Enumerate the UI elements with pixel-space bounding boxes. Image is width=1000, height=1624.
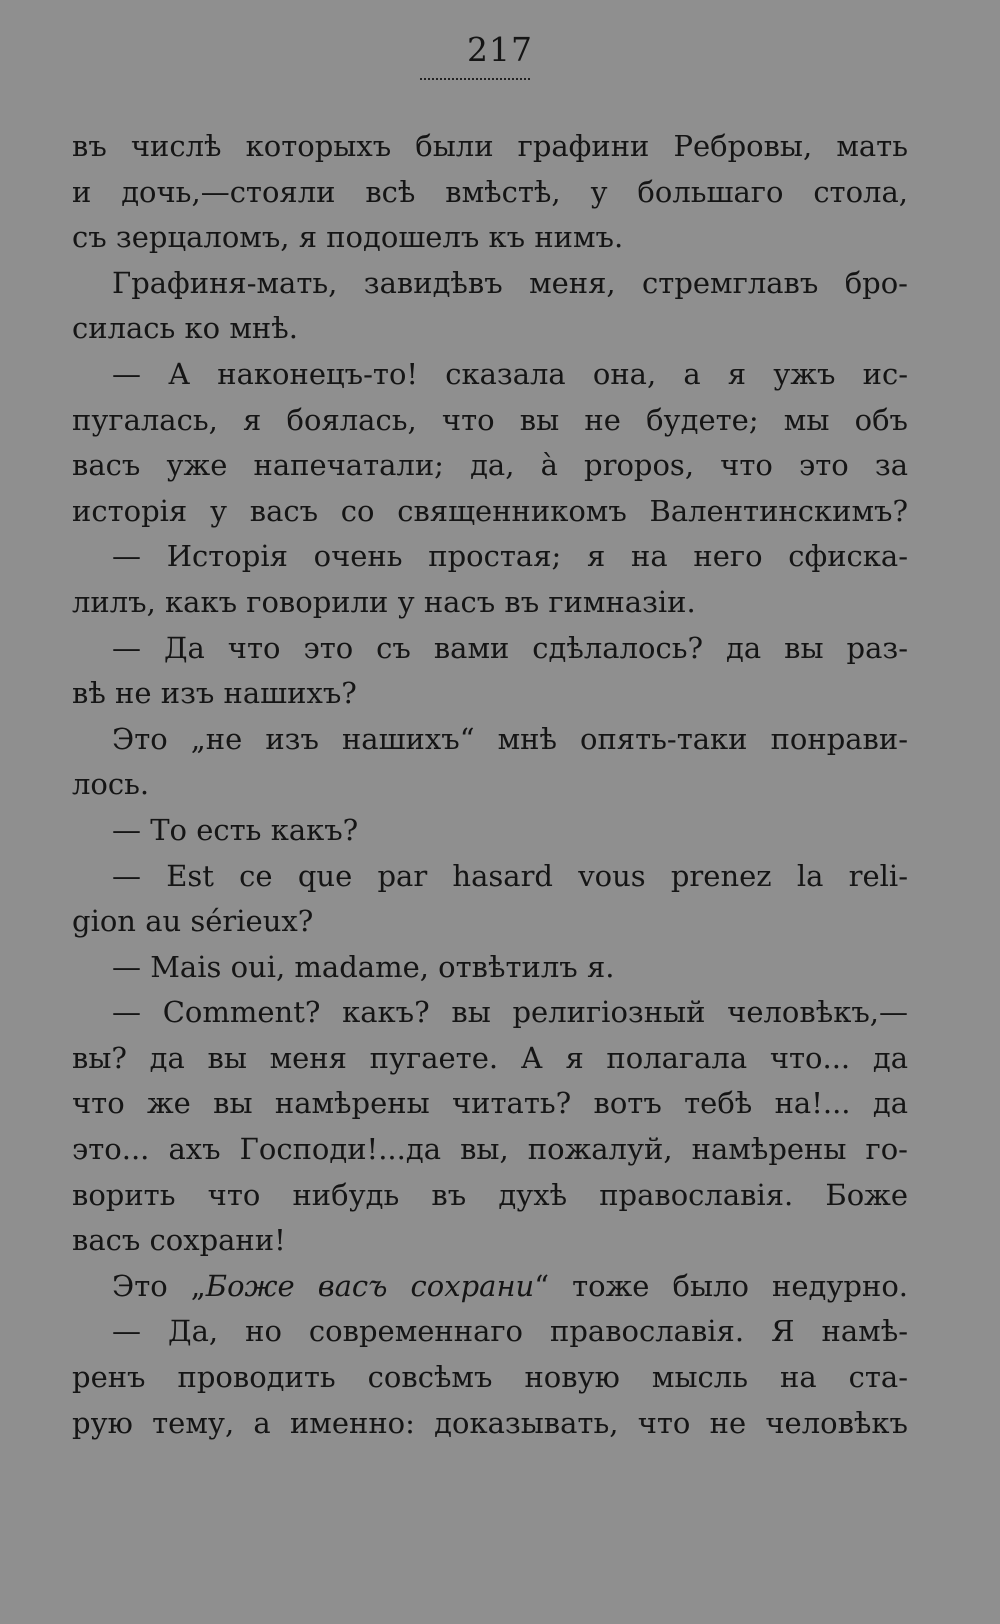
header-rule <box>420 78 530 80</box>
text-line: — Да что это съ вами сдѣлалось? да вы раз- <box>112 630 908 665</box>
text-line: вы? да вы меня пугаете. А я полагала что... да <box>72 1040 908 1075</box>
text-line: ворить что нибудь въ духѣ православія. Боже <box>72 1177 908 1212</box>
italic-phrase: Боже васъ сохрани <box>205 1268 535 1303</box>
text-line: въ числѣ которыхъ были графини Ребровы, мать <box>72 129 908 163</box>
text-line: вѣ не изъ нашихъ? <box>72 676 357 711</box>
text-line: это... ахъ Господи!...да вы, пожалуй, намѣрены го- <box>72 1132 908 1167</box>
text-segment: Это „ <box>112 1268 206 1303</box>
text-segment: “ тоже было недурно. <box>534 1268 908 1303</box>
text-line: лось. <box>72 767 150 802</box>
text-line: лилъ, какъ говорили у насъ въ гимназіи. <box>72 584 696 619</box>
text-line: — Исторія очень простая; я на него сфиска- <box>112 539 908 574</box>
text-line: васъ сохрани! <box>72 1223 286 1258</box>
text-line: и дочь,—стояли всѣ вмѣстѣ, у большаго стола, <box>72 174 908 209</box>
text-line: Это „не изъ нашихъ“ мнѣ опять-таки понрави- <box>112 721 908 756</box>
text-line: силась ко мнѣ. <box>72 311 298 346</box>
text-line: — Mais oui, madame, отвѣтилъ я. <box>112 949 615 984</box>
text-line: — Est ce que par hasard vous prenez la reli- <box>112 858 908 893</box>
text-line: ренъ проводить совсѣмъ новую мысль на ста- <box>72 1360 908 1395</box>
body-text <box>72 124 908 1446</box>
text-line: пугалась, я боялась, что вы не будете; мы объ <box>72 402 908 437</box>
text-line: — То есть какъ? <box>112 812 359 847</box>
text-line: Графиня-мать, завидѣвъ меня, стремглавъ бро- <box>112 265 908 300</box>
page-number: 217 <box>467 30 533 69</box>
text-line: васъ уже напечатали; да, à propos, что это за <box>72 448 908 483</box>
text-line: рую тему, а именно: доказывать, что не человѣкъ <box>72 1405 908 1440</box>
text-line <box>72 1264 908 1310</box>
text-line: что же вы намѣрены читать? вотъ тебѣ на!... да <box>72 1086 908 1121</box>
text-line: gion au sérieux? <box>72 904 314 939</box>
text-line: — Comment? какъ? вы религіозный человѣкъ,— <box>112 995 908 1030</box>
text-line: съ зерцаломъ, я подошелъ къ нимъ. <box>72 220 624 255</box>
text-line: — А наконецъ-то! сказала она, а я ужъ ис- <box>112 356 908 391</box>
text-line: — Да, но современнаго православія. Я намѣ- <box>112 1314 908 1349</box>
text-line: исторія у васъ со священникомъ Валентинскимъ? <box>72 493 908 528</box>
